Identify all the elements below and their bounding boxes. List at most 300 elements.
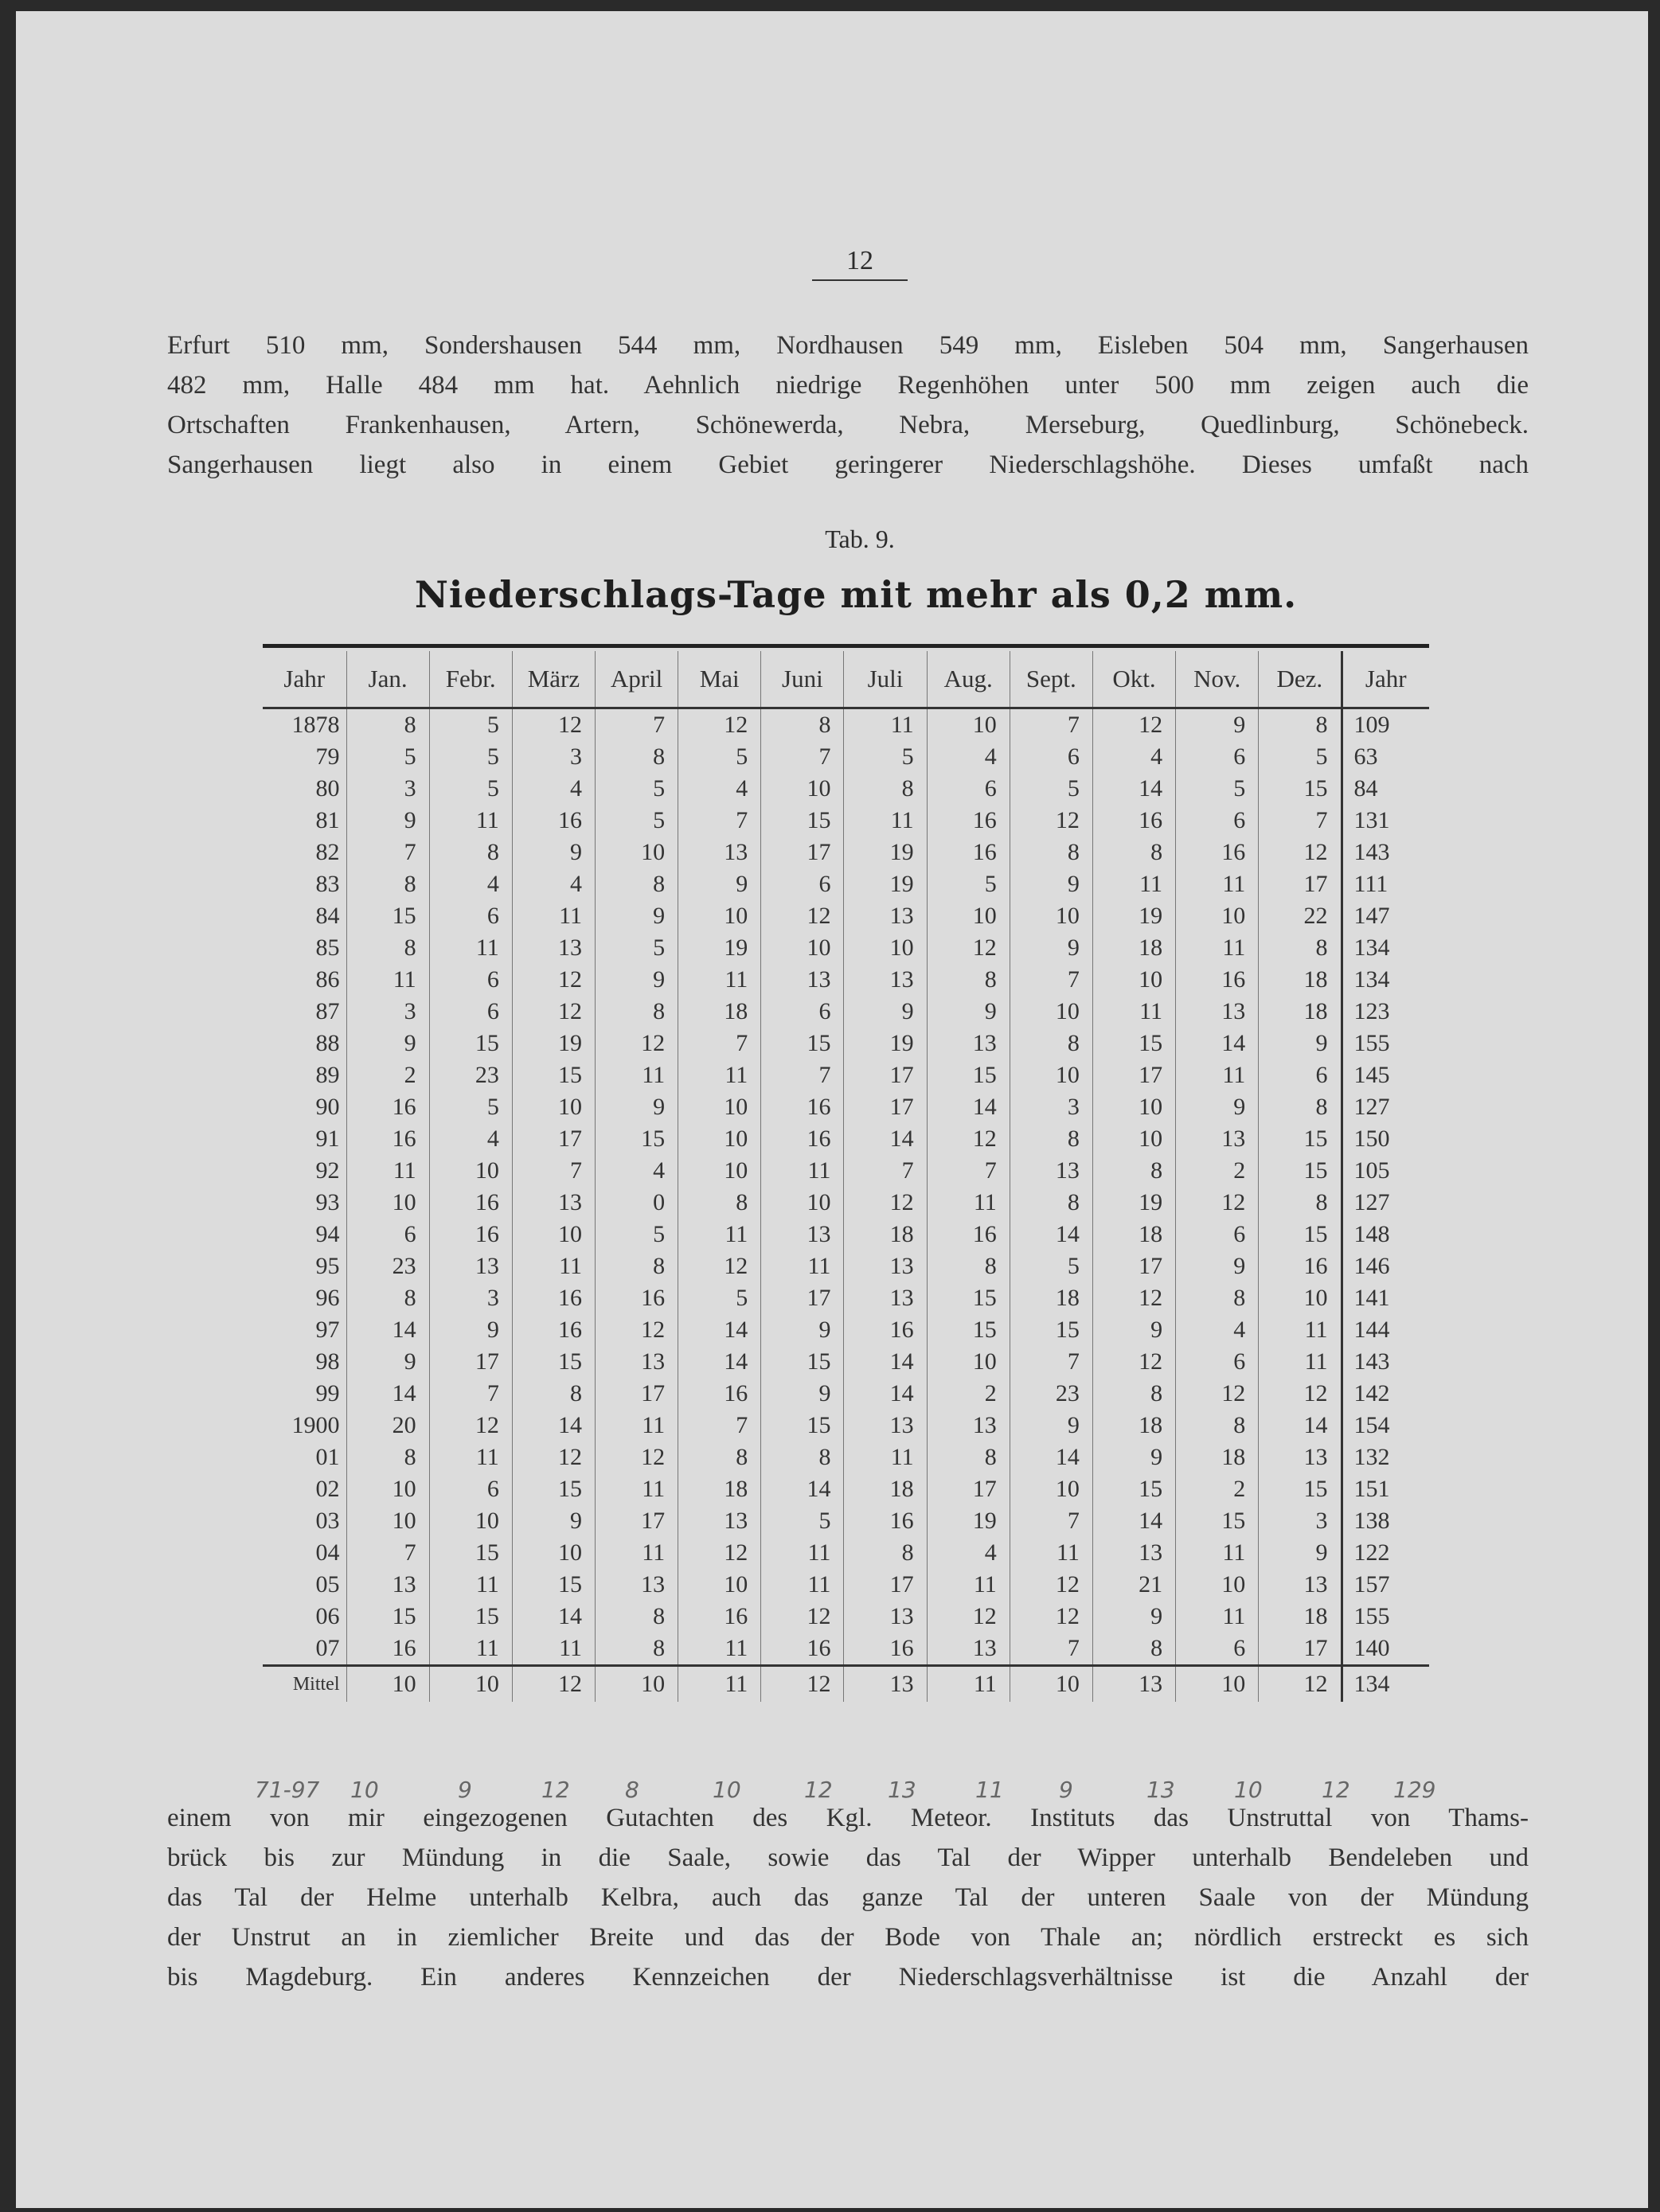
table-cell: 14 — [844, 1346, 927, 1378]
pencil-note: 12 — [541, 1777, 570, 1803]
table-cell: 6 — [1259, 1059, 1342, 1091]
table-cell: 12 — [678, 708, 761, 742]
table-cell: 11 — [512, 1250, 595, 1282]
table-row — [263, 1378, 1429, 1410]
column-header: März — [512, 651, 595, 708]
table-cell: 11 — [844, 708, 927, 742]
table-cell: 10 — [595, 837, 678, 868]
table-cell: 17 — [844, 1569, 927, 1601]
table-row — [263, 1282, 1429, 1314]
text-line: Sangerhausen liegt also in einem Gebiet geringerer Niederschlagshöhe. Dieses umfaßt nach — [167, 451, 1529, 479]
table-title: Niederschlags-Tage mit mehr als 0,2 mm. — [414, 573, 1298, 616]
table-cell: 155 — [1342, 1601, 1429, 1633]
table-cell: 8 — [1259, 1187, 1342, 1219]
table-cell: 12 — [761, 1601, 844, 1633]
table-cell: 7 — [1010, 964, 1092, 996]
table-cell: 0 — [595, 1187, 678, 1219]
table-cell: 8 — [678, 1442, 761, 1473]
column-header: Jahr — [1342, 651, 1429, 708]
table-cell: 16 — [429, 1219, 512, 1250]
table-cell: 11 — [1176, 1601, 1259, 1633]
table-cell: 19 — [512, 1028, 595, 1059]
table-cell: 13 — [678, 837, 761, 868]
table-cell: 11 — [678, 1666, 761, 1703]
table-cell: 13 — [1010, 1155, 1092, 1187]
table-row — [263, 1410, 1429, 1442]
table-row — [263, 805, 1429, 837]
table-cell: 8 — [844, 1537, 927, 1569]
column-header: Febr. — [429, 651, 512, 708]
table-cell: 9 — [1176, 708, 1259, 742]
table-cell: 6 — [429, 996, 512, 1028]
table-cell: 7 — [678, 805, 761, 837]
table-cell: 13 — [844, 1666, 927, 1703]
table-cell: 11 — [761, 1569, 844, 1601]
table-cell: 5 — [429, 773, 512, 805]
table-cell: 10 — [346, 1666, 429, 1703]
table-cell: 17 — [761, 837, 844, 868]
table-cell: 19 — [1092, 1187, 1175, 1219]
table-cell: 13 — [1176, 996, 1259, 1028]
table-cell: 13 — [1259, 1442, 1342, 1473]
year-cell: 97 — [315, 1317, 340, 1343]
table-cell: 15 — [1259, 1155, 1342, 1187]
table-cell: 14 — [1259, 1410, 1342, 1442]
table-cell: 17 — [512, 1123, 595, 1155]
table-cell: 109 — [1342, 708, 1429, 742]
table-cell: 18 — [1092, 1410, 1175, 1442]
table-cell: 14 — [844, 1123, 927, 1155]
table-cell: 11 — [595, 1537, 678, 1569]
table-cell: 13 — [761, 1219, 844, 1250]
table-cell: 6 — [761, 868, 844, 900]
table-cell: 3 — [346, 996, 429, 1028]
column-header: Sept. — [1010, 651, 1092, 708]
table-cell: 142 — [1342, 1378, 1429, 1410]
table-cell: 9 — [1259, 1537, 1342, 1569]
table-cell: 15 — [1092, 1028, 1175, 1059]
table-cell: 127 — [1342, 1091, 1429, 1123]
year-cell: 02 — [315, 1476, 340, 1502]
table-cell: 11 — [1010, 1537, 1092, 1569]
table-cell: 12 — [512, 1666, 595, 1703]
table-cell: 15 — [1259, 1473, 1342, 1505]
year-cell: 04 — [315, 1539, 340, 1566]
table-cell: 15 — [761, 805, 844, 837]
table-cell: 4 — [927, 1537, 1010, 1569]
table-cell: 4 — [927, 741, 1010, 773]
table-cell: 12 — [927, 1123, 1010, 1155]
table-cell: 4 — [595, 1155, 678, 1187]
table-cell: 11 — [927, 1569, 1010, 1601]
table-cell: 2 — [927, 1378, 1010, 1410]
table-cell: 7 — [1010, 1633, 1092, 1666]
table-cell: 9 — [346, 805, 429, 837]
table-cell: 11 — [429, 932, 512, 964]
table-cell: 8 — [1176, 1410, 1259, 1442]
table-cell: 9 — [1010, 932, 1092, 964]
table-cell: 11 — [844, 805, 927, 837]
table-cell: 11 — [678, 964, 761, 996]
table-cell: 8 — [1092, 1633, 1175, 1666]
year-cell: 96 — [315, 1285, 340, 1311]
table-cell: 11 — [346, 964, 429, 996]
table-cell: 146 — [1342, 1250, 1429, 1282]
table-cell: 8 — [595, 868, 678, 900]
table-cell: 12 — [678, 1537, 761, 1569]
table-cell: 132 — [1342, 1442, 1429, 1473]
table-cell: 8 — [1259, 932, 1342, 964]
table-cell: 16 — [346, 1091, 429, 1123]
table-cell: 10 — [1010, 1666, 1092, 1703]
table-cell: 148 — [1342, 1219, 1429, 1250]
table-cell: 10 — [429, 1666, 512, 1703]
table-cell: 147 — [1342, 900, 1429, 932]
table-cell: 14 — [346, 1314, 429, 1346]
table-cell: 15 — [346, 1601, 429, 1633]
table-cell: 154 — [1342, 1410, 1429, 1442]
table-cell: 10 — [1259, 1282, 1342, 1314]
table-cell: 12 — [1176, 1187, 1259, 1219]
table-cell: 3 — [346, 773, 429, 805]
table-cell: 7 — [761, 1059, 844, 1091]
table-cell: 10 — [1176, 900, 1259, 932]
table-cell: 13 — [595, 1569, 678, 1601]
table-cell: 7 — [1259, 805, 1342, 837]
table-cell: 6 — [1176, 805, 1259, 837]
table-cell: 6 — [346, 1219, 429, 1250]
table-cell: 13 — [927, 1633, 1010, 1666]
table-cell: 13 — [1259, 1569, 1342, 1601]
table-row — [263, 1505, 1429, 1537]
table-row — [263, 1569, 1429, 1601]
table-cell: 9 — [844, 996, 927, 1028]
table-cell: 13 — [844, 1601, 927, 1633]
pencil-note: 71-97 — [255, 1777, 320, 1803]
table-cell: 16 — [844, 1505, 927, 1537]
table-cell: 15 — [927, 1282, 1010, 1314]
table-cell: 6 — [1176, 1633, 1259, 1666]
table-cell: 13 — [512, 1187, 595, 1219]
table-cell: 10 — [678, 1123, 761, 1155]
table-cell: 16 — [761, 1123, 844, 1155]
document-page — [16, 11, 1648, 2208]
table-cell: 9 — [1176, 1250, 1259, 1282]
column-header: Nov. — [1176, 651, 1259, 708]
pencil-note: 10 — [713, 1777, 741, 1803]
table-cell: 10 — [927, 1346, 1010, 1378]
table-cell: 12 — [927, 1601, 1010, 1633]
table-cell: 16 — [512, 1314, 595, 1346]
table-cell: 12 — [761, 900, 844, 932]
table-cell: 15 — [1092, 1473, 1175, 1505]
table-number: Tab. 9. — [825, 525, 895, 553]
pencil-note: 8 — [625, 1777, 639, 1803]
table-cell: 20 — [346, 1410, 429, 1442]
table-row — [263, 900, 1429, 932]
table-cell: 10 — [1092, 964, 1175, 996]
year-cell: 98 — [315, 1348, 340, 1375]
table-cell: 8 — [927, 1250, 1010, 1282]
table-cell: 8 — [346, 708, 429, 742]
table-row — [263, 1601, 1429, 1633]
table-cell: 143 — [1342, 1346, 1429, 1378]
year-cell: 81 — [315, 807, 340, 833]
table-cell: 4 — [512, 773, 595, 805]
table-cell: 151 — [1342, 1473, 1429, 1505]
year-cell: 88 — [315, 1030, 340, 1056]
table-cell: 8 — [595, 1250, 678, 1282]
year-cell: 07 — [315, 1635, 340, 1661]
table-cell: 11 — [595, 1410, 678, 1442]
table-cell: 15 — [1176, 1505, 1259, 1537]
table-cell: 8 — [595, 1633, 678, 1666]
table-cell: 6 — [429, 964, 512, 996]
table-cell: 10 — [678, 900, 761, 932]
table-cell: 10 — [927, 900, 1010, 932]
table-cell: 10 — [1010, 996, 1092, 1028]
pencil-note: 13 — [1146, 1777, 1175, 1803]
table-cell: 9 — [1176, 1091, 1259, 1123]
table-cell: 12 — [1092, 708, 1175, 742]
table-cell: 11 — [844, 1442, 927, 1473]
table-cell: 6 — [1176, 1219, 1259, 1250]
year-cell: 80 — [315, 775, 340, 802]
table-cell: 14 — [927, 1091, 1010, 1123]
table-cell: 4 — [512, 868, 595, 900]
table-cell: 11 — [1259, 1314, 1342, 1346]
table-cell: 8 — [512, 1378, 595, 1410]
table-cell: 15 — [927, 1314, 1010, 1346]
table-cell: 8 — [1010, 837, 1092, 868]
table-cell: 7 — [678, 1410, 761, 1442]
table-cell: 7 — [595, 708, 678, 742]
table-cell: 17 — [595, 1378, 678, 1410]
table-cell: 16 — [429, 1187, 512, 1219]
table-cell: 10 — [512, 1537, 595, 1569]
table-cell: 7 — [346, 837, 429, 868]
table-cell: 14 — [1010, 1442, 1092, 1473]
table-cell: 16 — [346, 1123, 429, 1155]
precipitation-table-container — [263, 644, 1429, 1702]
table-row — [263, 741, 1429, 773]
table-cell: 13 — [844, 964, 927, 996]
text-line: 482 mm, Halle 484 mm hat. Aehnlich niedrige Regenhöhen unter 500 mm zeigen auch die — [167, 371, 1529, 400]
table-cell: 11 — [1092, 868, 1175, 900]
column-header: Juni — [761, 651, 844, 708]
table-cell: 9 — [1092, 1442, 1175, 1473]
table-cell: 18 — [678, 996, 761, 1028]
table-cell: 12 — [1259, 837, 1342, 868]
table-cell: 12 — [678, 1250, 761, 1282]
table-cell: 10 — [1092, 1091, 1175, 1123]
table-cell: 11 — [346, 1155, 429, 1187]
table-cell: 9 — [1259, 1028, 1342, 1059]
table-cell: 17 — [1259, 1633, 1342, 1666]
column-header: Dez. — [1259, 651, 1342, 708]
table-cell: 4 — [1092, 741, 1175, 773]
table-cell: 21 — [1092, 1569, 1175, 1601]
table-cell: 12 — [595, 1028, 678, 1059]
table-row — [263, 964, 1429, 996]
table-cell: 6 — [429, 900, 512, 932]
table-cell: 105 — [1342, 1155, 1429, 1187]
year-cell: 01 — [315, 1444, 340, 1470]
table-cell: 14 — [761, 1473, 844, 1505]
table-cell: 12 — [927, 932, 1010, 964]
table-cell: 13 — [1176, 1123, 1259, 1155]
table-cell: 16 — [346, 1633, 429, 1666]
table-cell: 12 — [512, 1442, 595, 1473]
table-cell: 18 — [844, 1219, 927, 1250]
table-cell: 122 — [1342, 1537, 1429, 1569]
table-cell: 10 — [844, 932, 927, 964]
table-cell: 10 — [1010, 900, 1092, 932]
table-cell: 6 — [1176, 1346, 1259, 1378]
table-cell: 15 — [761, 1028, 844, 1059]
table-cell: 15 — [512, 1473, 595, 1505]
table-cell: 9 — [346, 1346, 429, 1378]
year-cell: 85 — [315, 934, 340, 961]
table-cell: 13 — [927, 1028, 1010, 1059]
table-cell: 4 — [429, 868, 512, 900]
table-cell: 23 — [346, 1250, 429, 1282]
table-cell: 14 — [678, 1314, 761, 1346]
table-row — [263, 1346, 1429, 1378]
table-cell: 15 — [1259, 1219, 1342, 1250]
table-cell: 18 — [1259, 1601, 1342, 1633]
table-cell: 10 — [1092, 1123, 1175, 1155]
table-cell: 11 — [761, 1250, 844, 1282]
pencil-note: 13 — [888, 1777, 916, 1803]
table-cell: 19 — [678, 932, 761, 964]
table-cell: 22 — [1259, 900, 1342, 932]
table-cell: 15 — [1010, 1314, 1092, 1346]
table-cell: 10 — [1176, 1569, 1259, 1601]
table-cell: 16 — [678, 1378, 761, 1410]
table-cell: 11 — [1176, 1537, 1259, 1569]
table-cell: 10 — [595, 1666, 678, 1703]
table-cell: 12 — [1259, 1666, 1342, 1703]
paragraph-top — [167, 326, 1529, 485]
table-cell: 8 — [1176, 1282, 1259, 1314]
year-cell: 91 — [315, 1126, 340, 1152]
year-cell: 89 — [315, 1062, 340, 1088]
table-cell: 10 — [761, 1187, 844, 1219]
table-cell: 10 — [678, 1155, 761, 1187]
table-cell: 11 — [761, 1537, 844, 1569]
table-cell: 13 — [844, 1282, 927, 1314]
year-cell: 87 — [315, 998, 340, 1024]
table-cell: 10 — [512, 1219, 595, 1250]
table-row — [263, 708, 1429, 742]
table-cell: 7 — [1010, 708, 1092, 742]
table-cell: 11 — [761, 1155, 844, 1187]
table-cell: 5 — [761, 1505, 844, 1537]
text-line: Ortschaften Frankenhausen, Artern, Schönewerda, Nebra, Merseburg, Quedlinburg, Schönebeck. — [167, 411, 1529, 439]
table-cell: 8 — [927, 964, 1010, 996]
table-cell: 10 — [346, 1473, 429, 1505]
table-cell: 18 — [844, 1473, 927, 1505]
table-cell: 157 — [1342, 1569, 1429, 1601]
table-cell: 63 — [1342, 741, 1429, 773]
table-cell: 17 — [595, 1505, 678, 1537]
table-cell: 18 — [1092, 1219, 1175, 1250]
table-cell: 18 — [1092, 932, 1175, 964]
table-cell: 9 — [595, 900, 678, 932]
table-cell: 15 — [927, 1059, 1010, 1091]
precipitation-days-table — [263, 651, 1429, 1702]
year-cell: 86 — [315, 966, 340, 993]
table-row — [263, 1059, 1429, 1091]
table-cell: 9 — [512, 837, 595, 868]
table-row — [263, 1442, 1429, 1473]
table-cell: 9 — [761, 1378, 844, 1410]
table-cell: 16 — [761, 1091, 844, 1123]
table-cell: 7 — [429, 1378, 512, 1410]
table-cell: 145 — [1342, 1059, 1429, 1091]
table-cell: 15 — [429, 1537, 512, 1569]
table-cell: 7 — [927, 1155, 1010, 1187]
text-line: Erfurt 510 mm, Sondershausen 544 mm, Nordhausen 549 mm, Eisleben 504 mm, Sangerhausen — [167, 331, 1529, 360]
table-cell: 4 — [1176, 1314, 1259, 1346]
table-cell: 10 — [346, 1505, 429, 1537]
table-cell: 17 — [1092, 1059, 1175, 1091]
table-cell: 14 — [512, 1601, 595, 1633]
year-cell: 05 — [315, 1571, 340, 1598]
table-cell: 19 — [1092, 900, 1175, 932]
year-cell: 93 — [315, 1189, 340, 1215]
table-cell: 23 — [429, 1059, 512, 1091]
table-cell: 10 — [761, 932, 844, 964]
table-cell: 4 — [429, 1123, 512, 1155]
table-cell: 12 — [761, 1666, 844, 1703]
year-cell: 1878 — [291, 712, 340, 738]
table-cell: 8 — [678, 1187, 761, 1219]
table-cell: 16 — [678, 1601, 761, 1633]
table-row — [263, 932, 1429, 964]
text-line: einem von mir eingezogenen Gutachten des Kgl. Meteor. Instituts das Unstruttal von Thams- — [167, 1804, 1529, 1832]
table-cell: 8 — [1092, 1155, 1175, 1187]
table-cell: 8 — [761, 708, 844, 742]
table-cell: 13 — [346, 1569, 429, 1601]
table-cell: 84 — [1342, 773, 1429, 805]
table-cell: 8 — [844, 773, 927, 805]
table-cell: 140 — [1342, 1633, 1429, 1666]
table-cell: 8 — [346, 1282, 429, 1314]
table-cell: 2 — [346, 1059, 429, 1091]
table-row — [263, 1250, 1429, 1282]
table-cell: 14 — [512, 1410, 595, 1442]
table-cell: 5 — [429, 1091, 512, 1123]
table-cell: 16 — [844, 1314, 927, 1346]
table-cell: 9 — [595, 964, 678, 996]
table-cell: 23 — [1010, 1378, 1092, 1410]
table-cell: 134 — [1342, 964, 1429, 996]
table-row — [263, 1187, 1429, 1219]
table-cell: 19 — [844, 868, 927, 900]
year-cell: 83 — [315, 871, 340, 897]
year-cell: Mittel — [263, 1666, 346, 1703]
table-cell: 8 — [1092, 837, 1175, 868]
table-cell: 5 — [429, 708, 512, 742]
table-cell: 7 — [346, 1537, 429, 1569]
table-cell: 12 — [844, 1187, 927, 1219]
table-cell: 3 — [1259, 1505, 1342, 1537]
year-cell: 90 — [315, 1094, 340, 1120]
table-cell: 9 — [678, 868, 761, 900]
table-cell: 12 — [1010, 805, 1092, 837]
